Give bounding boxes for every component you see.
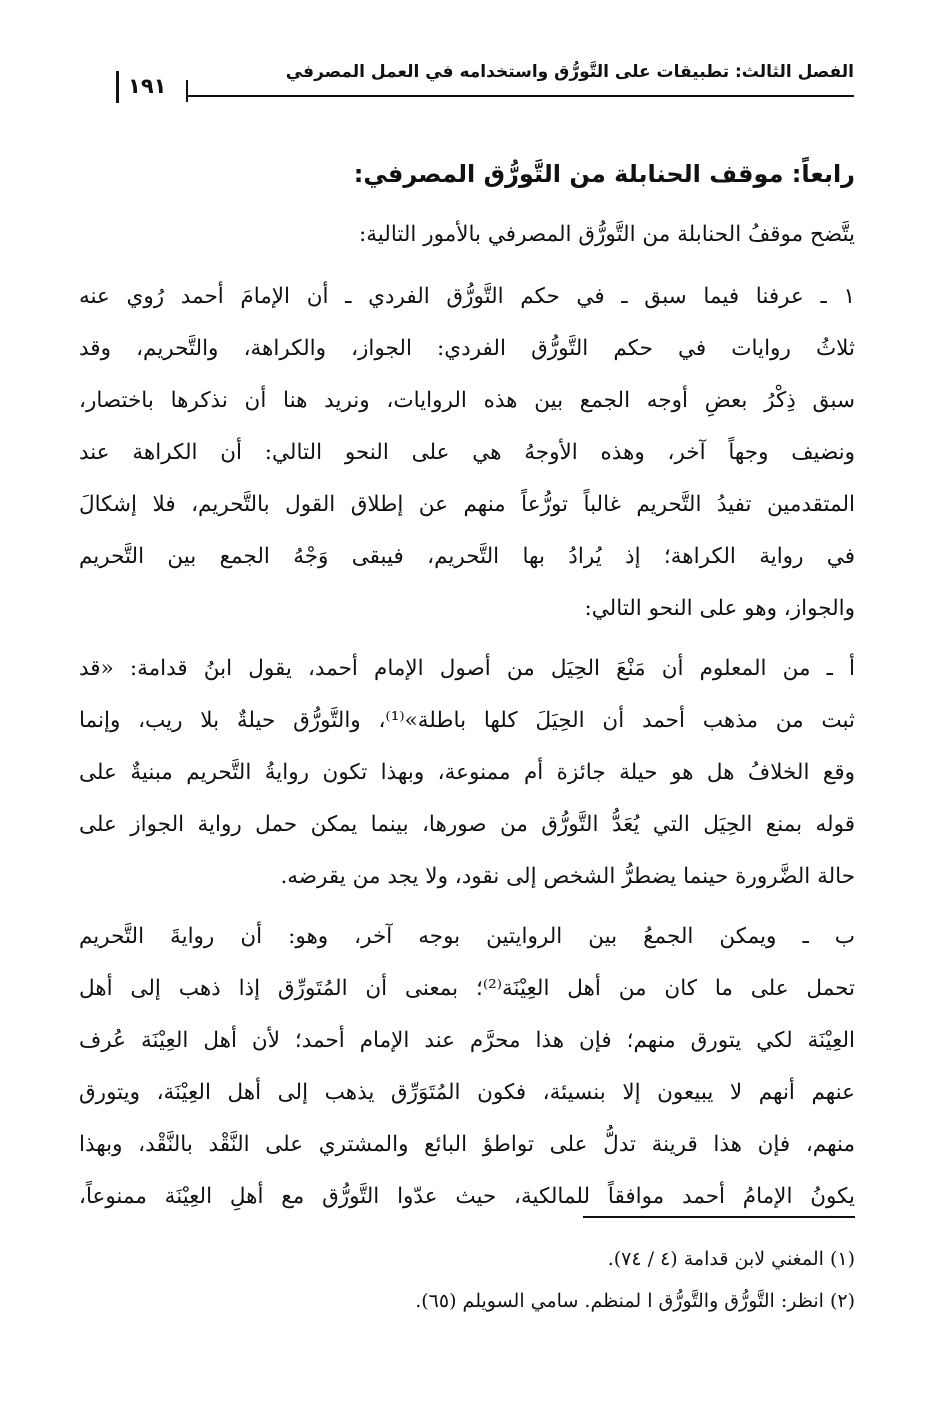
paragraph-line: قوله بمنع الحِيَل التي يُعَدُّ التَّورُّق من صورها، بينما يمكن حمل رواية الجواز على xyxy=(79,812,855,837)
running-header-title: الفصل الثالث: تطبيقات على التَّورُّق واستخدامه في العمل المصرفي xyxy=(285,62,854,82)
paragraph-line: ثلاثُ روايات في حكم التَّورُّق الفردي: الجواز، والكراهة، والتَّحريم، وقد xyxy=(79,336,855,361)
paragraph-line: أ ـ من المعلوم أن مَنْعَ الحِيَل من أصول الإمام أحمد، يقول ابنُ قدامة: «قد xyxy=(79,656,855,681)
header-separator-bar xyxy=(186,80,188,102)
paragraph-line: ونضيف وجهاً آخر، وهذه الأوجهُ هي على النحو التالي: أن الكراهة عند xyxy=(79,440,855,465)
paragraph-line: تحمل على ما كان من أهل العِيْنَة⁽²⁾؛ بمعنى أن المُتَورِّق إذا ذهب إلى أهل xyxy=(79,976,856,1001)
paragraph-line: ب ـ ويمكن الجمعُ بين الروايتين بوجه آخر، وهو: أن روايةَ التَّحريم xyxy=(79,924,855,949)
section-heading: رابعاً: موقف الحنابلة من التَّورُّق المصرفي: xyxy=(353,160,855,188)
paragraph-line: يتَّضح موقفُ الحنابلة من التَّورُّق المصرفي بالأمور التالية: xyxy=(359,222,855,247)
paragraph-line: ١ ـ عرفنا فيما سبق ـ في حكم التَّورُّق الفردي ـ أن الإمامَ أحمد رُوي عنه xyxy=(79,284,855,309)
paragraph-line: حالة الضَّرورة حينما يضطرُّ الشخص إلى نقود، ولا يجد من يقرضه. xyxy=(280,864,855,889)
footnote-2: (٢) انظر: التَّورُّق والتَّورُّق ا لمنظم. سامي السويلم (٦٥). xyxy=(415,1290,855,1312)
paragraph-line: ثبت من مذهب أحمد أن الحِيَلَ كلها باطلة»⁽¹⁾، والتَّورُّق حيلةٌ بلا ريب، وإنما xyxy=(79,708,856,733)
footnote-1: (١) المغني لابن قدامة (٤ / ٧٤). xyxy=(607,1248,855,1270)
paragraph-line: في رواية الكراهة؛ إذ يُرادُ بها التَّحريم، فيبقى وَجْهُ الجمع بين التَّحريم xyxy=(79,544,855,569)
paragraph-line: عنهم أنهم لا يبيعون إلا بنسيئة، فكون المُتَوَرِّق يذهب إلى أهل العِيْنَة، ويتورق xyxy=(79,1080,855,1105)
page-number-bar xyxy=(116,71,119,103)
paragraph-line: وقع الخلافُ هل هو حيلة جائزة أم ممنوعة، وبهذا تكون روايةُ التَّحريم مبنيةٌ على xyxy=(79,760,855,785)
header-rule xyxy=(188,95,854,97)
footnote-rule xyxy=(583,1216,855,1218)
paragraph-line: المتقدمين تفيدُ التَّحريم غالباً تورُّعاً منهم عن إطلاق القول بالتَّحريم، فلا إشكالَ xyxy=(79,492,855,517)
paragraph-line: يكونُ الإمامُ أحمد موافقاً للمالكية، حيث عدّوا التَّورُّق مع أهلِ العِيْنَة ممنوعاً، xyxy=(79,1184,855,1209)
paragraph-line: والجواز، وهو على النحو التالي: xyxy=(584,596,855,621)
paragraph-line: سبق ذِكْرُ بعضِ أوجه الجمع بين هذه الروايات، ونريد هنا أن نذكرها باختصار، xyxy=(79,388,855,413)
page-number: ١٩١ xyxy=(128,74,167,98)
paragraph-line: العِيْنَة لكي يتورق منهم؛ فإن هذا محرَّم عند الإمام أحمد؛ لأن أهل العِيْنَة عُرف xyxy=(79,1028,855,1053)
paragraph-line: منهم، فإن هذا قرينة تدلُّ على تواطؤ البائع والمشتري على النَّقْد بالنَّقْد، وبهذا xyxy=(79,1132,855,1157)
